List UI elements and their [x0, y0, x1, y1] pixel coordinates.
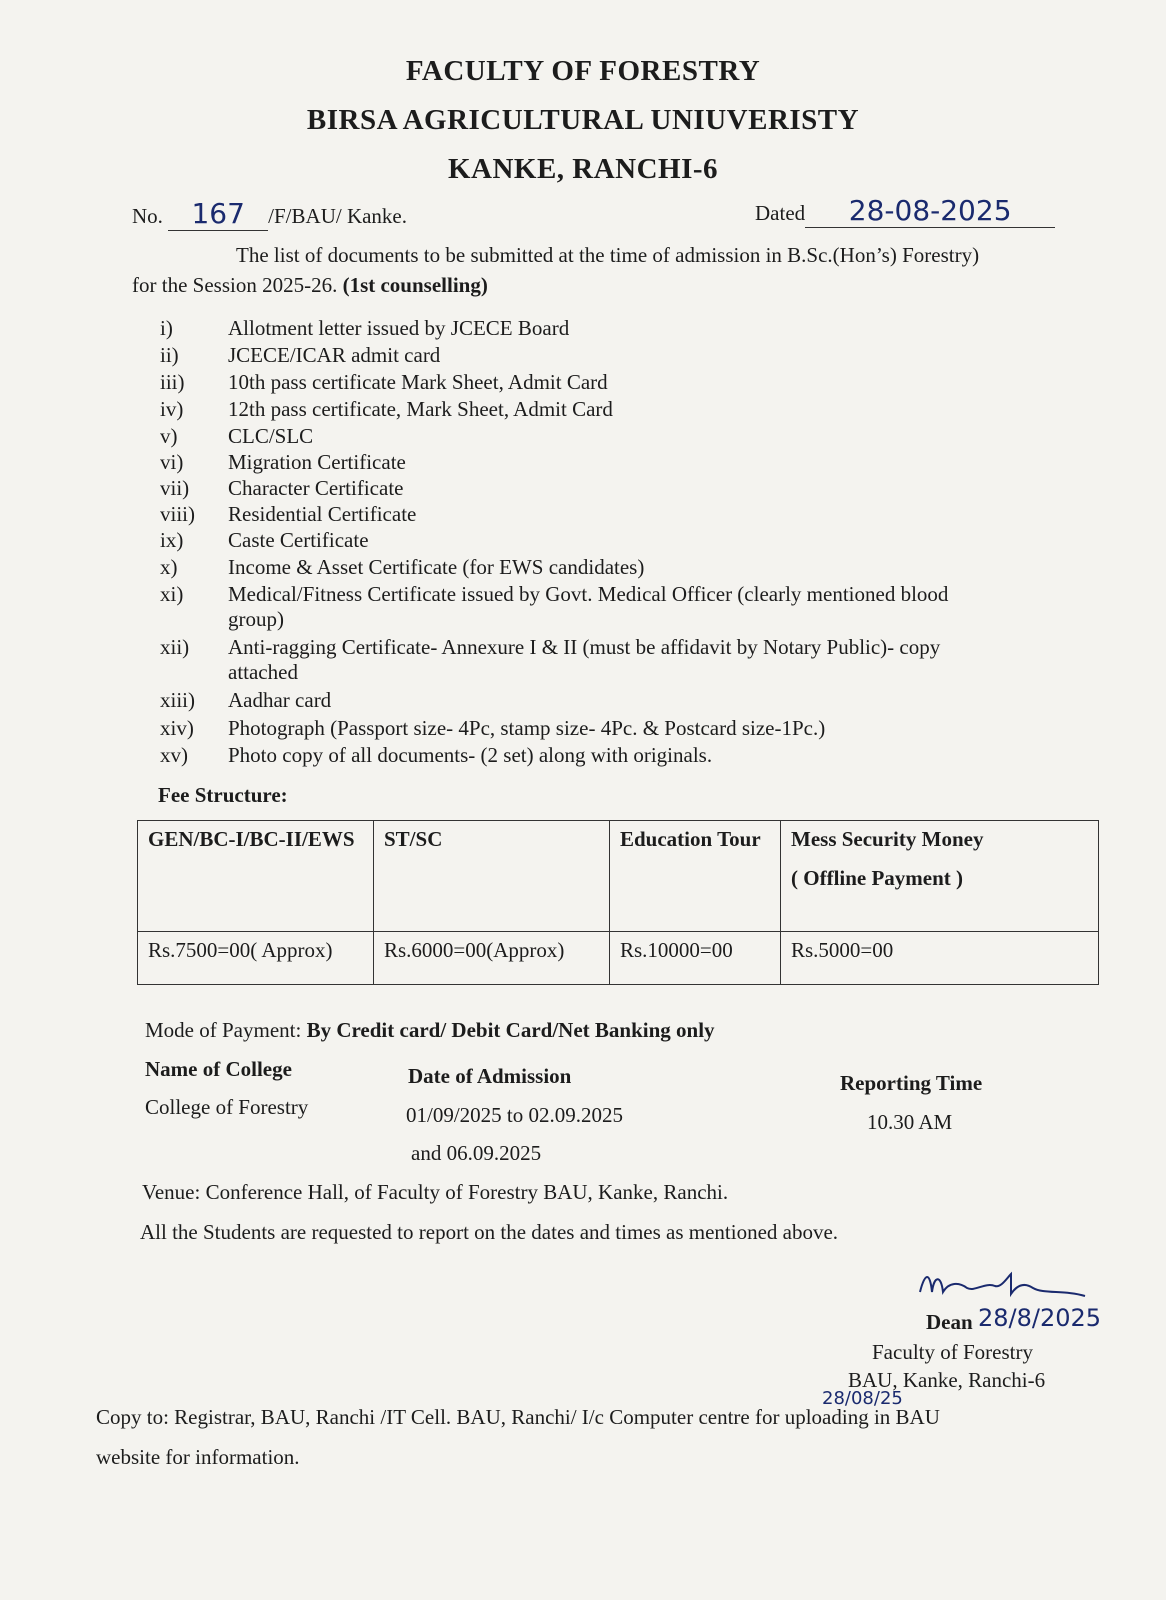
- list-item-text: Caste Certificate: [228, 528, 369, 552]
- payment-mode-value: By Credit card/ Debit Card/Net Banking only: [306, 1018, 715, 1042]
- list-item-text: Character Certificate: [228, 476, 404, 500]
- reference-suffix: /F/BAU/ Kanke.: [268, 204, 407, 228]
- payment-mode: Mode of Payment: By Credit card/ Debit Card/Net Banking only: [145, 1018, 715, 1042]
- list-item-number: ix): [160, 528, 184, 552]
- fee-table-value-row: [138, 932, 1099, 985]
- fee-value-mess-security: Rs.5000=00: [781, 932, 1099, 985]
- list-item-number: iii): [160, 370, 185, 394]
- list-item-text: Migration Certificate: [228, 450, 406, 474]
- list-item-text: Photograph (Passport size- 4Pc, stamp size- 4Pc. & Postcard size-1Pc.): [228, 716, 826, 740]
- initial-date: 28/08/25: [822, 1388, 903, 1409]
- list-item-text: CLC/SLC: [228, 424, 314, 448]
- fee-value-education-tour: Rs.10000=00: [610, 932, 781, 985]
- copy-to-line-1: Copy to: Registrar, BAU, Ranchi /IT Cell. BAU, Ranchi/ I/c Computer centre for uploading in BAU: [96, 1405, 940, 1429]
- list-item-number: xiv): [160, 716, 194, 740]
- reporting-time-label: Reporting Time: [840, 1071, 983, 1095]
- list-item-text: Aadhar card: [228, 688, 332, 712]
- list-item-number: x): [160, 555, 178, 579]
- venue-text: Venue: Conference Hall, of Faculty of Forestry BAU, Kanke, Ranchi.: [142, 1180, 729, 1204]
- intro-line-1: The list of documents to be submitted at the time of admission in B.Sc.(Hon’s) Forestry): [236, 243, 980, 267]
- header-faculty: FACULTY OF FORESTRY: [405, 55, 761, 87]
- list-item-text: Photo copy of all documents- (2 set) along with originals.: [228, 743, 713, 767]
- list-item-text: Residential Certificate: [228, 502, 417, 526]
- admission-date-value-2: and 06.09.2025: [411, 1141, 542, 1165]
- list-item-text: Income & Asset Certificate (for EWS candidates): [228, 555, 645, 579]
- fee-header-offline-note: ( Offline Payment ): [791, 866, 964, 890]
- reference-number: No. 167 /F/BAU/ Kanke.: [132, 197, 407, 230]
- list-item-number: iv): [160, 397, 184, 421]
- list-item-number: v): [160, 424, 178, 448]
- dated-value: 28-08-2025: [848, 194, 1012, 227]
- fee-value-st-sc: Rs.6000=00(Approx): [374, 932, 610, 985]
- dated-field: Dated 28-08-2025: [755, 194, 1055, 228]
- list-item-number: vii): [160, 476, 190, 500]
- list-item-number: xii): [160, 635, 190, 659]
- fee-structure-title: Fee Structure:: [158, 783, 288, 807]
- dean-department: Faculty of Forestry: [872, 1340, 1033, 1364]
- list-item-number: xi): [160, 582, 184, 606]
- reporting-time-value: 10.30 AM: [867, 1110, 953, 1134]
- list-item-text-continued: group): [228, 607, 284, 631]
- dean-title: Dean: [926, 1310, 973, 1334]
- list-item-text: Anti-ragging Certificate- Annexure I & II (must be affidavit by Notary Public)- copy: [228, 635, 941, 659]
- fee-header-general: GEN/BC-I/BC-II/EWS: [138, 821, 374, 932]
- fee-header-st-sc: ST/SC: [374, 821, 610, 932]
- fee-header-education-tour: Education Tour: [610, 821, 781, 932]
- fee-header-mess-security: Mess Security Money ( Offline Payment ): [781, 821, 1099, 932]
- list-item-number: xv): [160, 743, 188, 767]
- list-item-number: xiii): [160, 688, 195, 712]
- notice-text: All the Students are requested to report on the dates and times as mentioned above.: [140, 1220, 839, 1244]
- dean-place: BAU, Kanke, Ranchi-6: [848, 1368, 1046, 1392]
- copy-to-line-2: website for information.: [96, 1445, 300, 1469]
- list-item-text: Allotment letter issued by JCECE Board: [228, 316, 570, 340]
- list-item-number: vi): [160, 450, 184, 474]
- list-item-number: ii): [160, 343, 179, 367]
- list-item-text: 12th pass certificate, Mark Sheet, Admit Card: [228, 397, 613, 421]
- fee-table: [137, 820, 1099, 985]
- fee-table-header-row: [138, 821, 1099, 932]
- list-item-number: viii): [160, 502, 195, 526]
- list-item-text: 10th pass certificate Mark Sheet, Admit Card: [228, 370, 608, 394]
- admission-date-value-1: 01/09/2025 to 02.09.2025: [406, 1103, 624, 1127]
- dean-signature-date: 28/8/2025: [978, 1304, 1102, 1332]
- dean-signature: [915, 1268, 1095, 1304]
- reference-number-value: 167: [191, 197, 245, 230]
- fee-value-general: Rs.7500=00( Approx): [138, 932, 374, 985]
- college-label: Name of College: [145, 1057, 292, 1081]
- admission-date-label: Date of Admission: [408, 1064, 572, 1088]
- list-item-text: JCECE/ICAR admit card: [228, 343, 441, 367]
- header-address: KANKE, RANCHI-6: [447, 153, 719, 185]
- intro-line-2: for the Session 2025-26. (1st counselling): [132, 273, 488, 297]
- list-item-text: Medical/Fitness Certificate issued by Govt. Medical Officer (clearly mentioned blood: [228, 582, 949, 606]
- header-university: BIRSA AGRICULTURAL UNIUVERISTY: [306, 104, 860, 136]
- list-item-text-continued: attached: [228, 660, 298, 684]
- college-value: College of Forestry: [145, 1095, 309, 1119]
- list-item-number: i): [160, 316, 173, 340]
